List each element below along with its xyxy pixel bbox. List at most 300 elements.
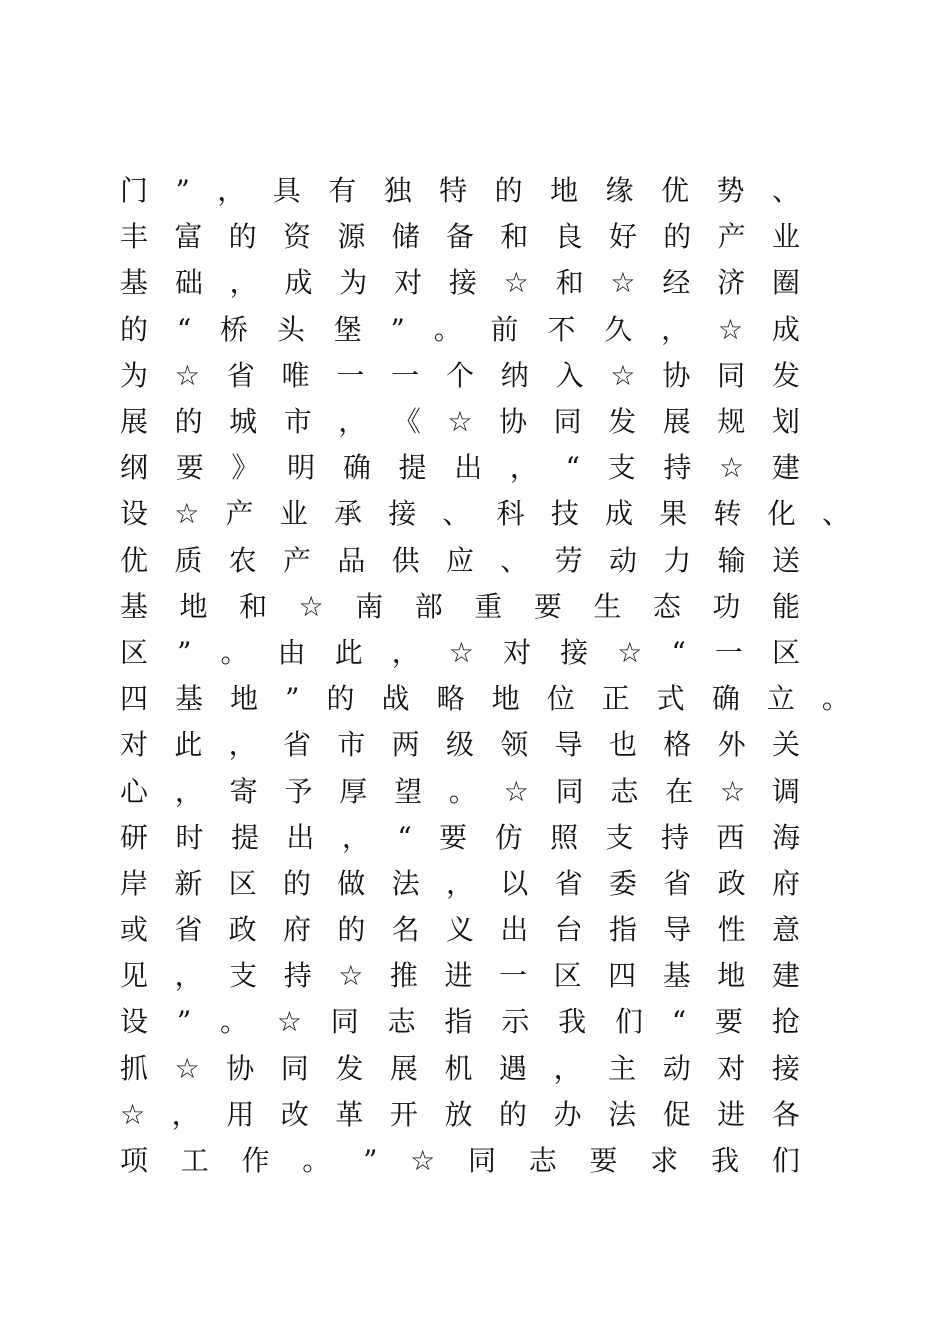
text-char: 对: [717, 1051, 746, 1085]
text-char: 久: [604, 312, 633, 346]
text-char: 开: [389, 1097, 418, 1131]
text-line: [120, 1092, 800, 1138]
text-char: 法: [608, 1097, 637, 1131]
text-char: 业: [771, 220, 800, 254]
text-char: 动: [608, 543, 637, 577]
text-char: 的: [174, 405, 203, 439]
text-char: 《: [392, 405, 421, 439]
text-char: 济: [717, 266, 746, 300]
text-char: 意: [771, 913, 800, 947]
text-char: 科: [496, 497, 525, 531]
text-char: 支: [605, 820, 634, 854]
text-line: [120, 1046, 800, 1092]
text-char: 同: [330, 1005, 359, 1039]
text-char: 出: [286, 820, 315, 854]
text-char: ，: [338, 405, 367, 439]
text-char: 一: [499, 959, 528, 993]
text-char: ，: [174, 774, 203, 808]
text-char: 要: [533, 589, 562, 623]
text-char: 区: [120, 635, 149, 669]
text-char: 的: [282, 866, 311, 900]
text-line: [120, 538, 800, 584]
text-char: 规: [717, 405, 746, 439]
text-char: 展: [389, 1051, 418, 1085]
text-char: 立: [766, 682, 795, 716]
text-char: 劳: [554, 543, 583, 577]
text-char: 做: [337, 866, 366, 900]
text-char: 的: [494, 174, 523, 208]
text-char: 纳: [500, 358, 529, 392]
text-char: 两: [391, 728, 420, 762]
text-char: 同: [555, 774, 584, 808]
text-char: 抓: [120, 1051, 149, 1085]
text-char: 同: [280, 1051, 309, 1085]
text-char: 的: [120, 312, 149, 346]
text-char: 应: [445, 543, 474, 577]
text-char: 同: [553, 405, 582, 439]
text-char: 志: [610, 774, 639, 808]
text-char: 成: [284, 266, 313, 300]
text-char: ☆: [338, 959, 364, 993]
text-char: 重: [474, 589, 503, 623]
text-char: 岸: [120, 866, 149, 900]
text-char: ☆: [617, 635, 643, 669]
text-char: 提: [398, 451, 427, 485]
text-char: 法: [391, 866, 420, 900]
text-char: 此: [174, 728, 203, 762]
text-char: 桥: [220, 312, 249, 346]
text-char: ”: [363, 1144, 378, 1178]
text-char: 志: [528, 1144, 557, 1178]
text-char: 头: [276, 312, 305, 346]
text-char: 西: [716, 820, 745, 854]
text-char: “: [565, 451, 580, 485]
text-char: 发: [608, 405, 637, 439]
text-char: 基: [120, 589, 149, 623]
text-char: 省: [282, 728, 311, 762]
text-char: 我: [558, 1005, 587, 1039]
text-char: 送: [771, 543, 800, 577]
text-char: 产: [717, 220, 746, 254]
text-char: 动: [662, 1051, 691, 1085]
text-char: ”: [177, 635, 192, 669]
text-char: 也: [608, 728, 637, 762]
text-char: 作: [241, 1144, 270, 1178]
text-char: ☆: [410, 1144, 436, 1178]
text-char: 心: [120, 774, 149, 808]
text-char: 。: [220, 1005, 249, 1039]
text-char: 对: [503, 635, 532, 669]
text-char: ，: [217, 174, 246, 208]
text-char: 遇: [499, 1051, 528, 1085]
text-char: 质: [174, 543, 203, 577]
text-char: “: [671, 635, 686, 669]
text-char: 划: [771, 405, 800, 439]
text-char: 寄: [229, 774, 258, 808]
text-char: 同: [468, 1144, 497, 1178]
text-char: 进: [717, 1097, 746, 1131]
text-char: 予: [284, 774, 313, 808]
text-char: ☆: [610, 266, 636, 300]
text-char: ☆: [717, 312, 744, 346]
text-char: 支: [607, 451, 636, 485]
text-char: 展: [662, 405, 691, 439]
body-text: [120, 168, 850, 1184]
text-char: 源: [337, 220, 366, 254]
text-char: ，: [445, 866, 474, 900]
text-char: 资: [282, 220, 311, 254]
text-line: [120, 768, 800, 814]
text-char: 由: [277, 635, 306, 669]
text-char: 此: [334, 635, 363, 669]
text-line: [120, 260, 800, 306]
text-char: 。: [448, 774, 477, 808]
text-line: [120, 353, 800, 399]
text-char: 输: [717, 543, 746, 577]
text-char: 海: [771, 820, 800, 854]
text-char: 政: [228, 913, 257, 947]
text-char: 指: [444, 1005, 473, 1039]
text-char: 外: [717, 728, 746, 762]
text-char: 、: [771, 174, 800, 208]
text-char: 或: [120, 913, 149, 947]
text-char: ，: [171, 1097, 200, 1131]
text-char: 指: [608, 913, 637, 947]
text-char: ☆: [174, 1051, 200, 1085]
text-char: 设: [120, 497, 149, 531]
text-char: 、: [500, 543, 529, 577]
text-char: 求: [650, 1144, 679, 1178]
text-char: 为: [120, 358, 149, 392]
text-char: ☆: [503, 774, 529, 808]
text-line: [120, 307, 800, 353]
text-char: ，: [229, 266, 258, 300]
text-char: 不: [547, 312, 576, 346]
text-char: 放: [444, 1097, 473, 1131]
text-char: 位: [546, 682, 575, 716]
text-char: 关: [771, 728, 800, 762]
text-char: 持: [661, 820, 690, 854]
text-char: 台: [554, 913, 583, 947]
text-char: 格: [663, 728, 692, 762]
text-line: [120, 999, 800, 1045]
text-char: 协: [662, 358, 691, 392]
text-char: 出: [500, 913, 529, 947]
text-char: 一: [336, 358, 365, 392]
text-char: 果: [659, 497, 688, 531]
text-char: 接: [448, 266, 477, 300]
text-char: 的: [337, 913, 366, 947]
text-char: 好: [608, 220, 637, 254]
text-char: 农: [228, 543, 257, 577]
text-char: 能: [771, 589, 800, 623]
text-char: ”: [390, 312, 405, 346]
text-char: 照: [550, 820, 579, 854]
text-char: 和: [555, 266, 584, 300]
text-char: 正: [601, 682, 630, 716]
text-char: 。: [302, 1144, 331, 1178]
text-line: [120, 584, 800, 630]
text-char: 力: [663, 543, 692, 577]
text-char: 部: [414, 589, 443, 623]
text-char: 同: [717, 358, 746, 392]
text-char: “: [397, 820, 412, 854]
text-char: 具: [272, 174, 301, 208]
text-char: 供: [391, 543, 420, 577]
text-char: 圈: [771, 266, 800, 300]
text-char: ☆: [120, 1097, 146, 1131]
text-char: 省: [174, 913, 203, 947]
text-char: 见: [120, 959, 149, 993]
text-char: 转: [713, 497, 742, 531]
text-char: 四: [120, 682, 149, 716]
text-line: [120, 722, 800, 768]
text-char: ”: [285, 682, 300, 716]
text-char: 、: [821, 497, 850, 531]
text-char: 。: [433, 312, 462, 346]
text-char: 功: [712, 589, 741, 623]
text-char: 机: [444, 1051, 473, 1085]
text-char: 市: [337, 728, 366, 762]
text-char: 一: [391, 358, 420, 392]
text-char: 南: [355, 589, 384, 623]
text-char: 基: [662, 959, 691, 993]
text-char: 导: [663, 913, 692, 947]
text-char: 市: [283, 405, 312, 439]
text-char: 入: [555, 358, 584, 392]
text-char: 省: [663, 866, 692, 900]
text-char: 各: [771, 1097, 800, 1131]
text-char: 个: [445, 358, 474, 392]
text-char: 志: [387, 1005, 416, 1039]
text-char: 》: [231, 451, 260, 485]
text-char: 地: [230, 682, 259, 716]
text-char: 四: [608, 959, 637, 993]
text-char: 要: [589, 1144, 618, 1178]
text-char: 要: [439, 820, 468, 854]
text-char: 优: [661, 174, 690, 208]
text-char: 委: [608, 866, 637, 900]
text-char: 生: [593, 589, 622, 623]
text-char: 富: [174, 220, 203, 254]
text-char: 接: [388, 497, 417, 531]
text-char: 品: [337, 543, 366, 577]
text-char: ☆: [447, 405, 473, 439]
text-char: 的: [326, 682, 355, 716]
text-char: 唯: [281, 358, 310, 392]
text-char: 办: [553, 1097, 582, 1131]
text-char: 建: [771, 451, 800, 485]
text-char: 城: [229, 405, 258, 439]
text-char: 区: [553, 959, 582, 993]
text-char: ☆: [503, 266, 529, 300]
text-char: 主: [608, 1051, 637, 1085]
text-char: ☆: [174, 358, 200, 392]
text-char: 特: [439, 174, 468, 208]
text-char: 发: [335, 1051, 364, 1085]
text-char: ，: [661, 312, 690, 346]
text-char: 要: [175, 451, 204, 485]
text-char: 堡: [333, 312, 362, 346]
text-char: 区: [771, 635, 800, 669]
text-char: 战: [381, 682, 410, 716]
text-char: 技: [550, 497, 579, 531]
text-char: 业: [279, 497, 308, 531]
text-char: 。: [220, 635, 249, 669]
text-char: ”: [175, 174, 190, 208]
text-char: 府: [282, 913, 311, 947]
text-char: 丰: [120, 220, 149, 254]
text-char: 地: [179, 589, 208, 623]
text-char: 设: [120, 1005, 149, 1039]
text-char: 名: [391, 913, 420, 947]
text-char: 厚: [339, 774, 368, 808]
text-char: 纲: [120, 451, 149, 485]
text-char: 化: [767, 497, 796, 531]
text-char: 态: [652, 589, 681, 623]
text-char: 明: [287, 451, 316, 485]
text-char: ☆: [298, 589, 324, 623]
text-char: 略: [436, 682, 465, 716]
text-char: 领: [500, 728, 529, 762]
text-char: ，: [509, 451, 538, 485]
text-line: [120, 907, 800, 953]
text-char: 建: [771, 959, 800, 993]
text-char: 为: [339, 266, 368, 300]
text-char: 义: [445, 913, 474, 947]
text-char: 在: [665, 774, 694, 808]
text-char: ，: [553, 1051, 582, 1085]
text-char: 新: [174, 866, 203, 900]
text-char: 持: [663, 451, 692, 485]
text-line: [120, 861, 800, 907]
text-char: 府: [771, 866, 800, 900]
text-char: 持: [283, 959, 312, 993]
text-char: 项: [120, 1144, 149, 1178]
text-char: 和: [500, 220, 529, 254]
text-line: [120, 214, 800, 260]
text-char: ☆: [719, 451, 745, 485]
text-char: 承: [333, 497, 362, 531]
text-char: 调: [771, 774, 800, 808]
text-char: 势: [716, 174, 745, 208]
text-char: “: [671, 1005, 687, 1039]
text-line: [120, 491, 850, 537]
text-char: 、: [442, 497, 471, 531]
text-char: 我: [711, 1144, 740, 1178]
text-char: ，: [341, 820, 370, 854]
text-char: 对: [394, 266, 423, 300]
text-char: ，: [174, 959, 203, 993]
text-line: [120, 168, 800, 214]
text-char: ，: [228, 728, 257, 762]
text-char: 础: [174, 266, 203, 300]
text-char: 前: [490, 312, 519, 346]
text-char: 进: [444, 959, 473, 993]
text-char: 政: [717, 866, 746, 900]
text-char: 研: [120, 820, 149, 854]
text-line: [120, 445, 800, 491]
text-char: 缘: [605, 174, 634, 208]
text-char: 有: [328, 174, 357, 208]
text-char: 要: [715, 1005, 744, 1039]
text-char: 协: [499, 405, 528, 439]
text-char: 以: [500, 866, 529, 900]
text-char: 提: [230, 820, 259, 854]
text-char: 一: [714, 635, 743, 669]
text-char: 产: [225, 497, 254, 531]
text-line: [120, 630, 800, 676]
text-char: ，: [391, 635, 420, 669]
text-char: 省: [554, 866, 583, 900]
text-char: 优: [120, 543, 149, 577]
text-char: 导: [554, 728, 583, 762]
text-char: 推: [389, 959, 418, 993]
text-line: [120, 953, 800, 999]
text-char: “: [176, 312, 192, 346]
text-char: 的: [663, 220, 692, 254]
text-char: 门: [120, 174, 149, 208]
text-line: [120, 1138, 800, 1184]
text-char: 式: [656, 682, 685, 716]
text-char: 仿: [494, 820, 523, 854]
text-char: ☆: [174, 497, 200, 531]
text-char: 望: [394, 774, 423, 808]
text-char: 对: [120, 728, 149, 762]
text-char: 的: [499, 1097, 528, 1131]
text-char: 展: [120, 405, 149, 439]
text-char: 级: [445, 728, 474, 762]
text-char: ☆: [448, 635, 474, 669]
text-char: 性: [717, 913, 746, 947]
text-char: ☆: [610, 358, 636, 392]
text-line: [120, 399, 800, 445]
text-char: ☆: [720, 774, 746, 808]
text-char: 革: [335, 1097, 364, 1131]
text-char: 成: [771, 312, 800, 346]
text-char: 省: [226, 358, 255, 392]
text-char: ”: [176, 1005, 192, 1039]
text-char: 区: [228, 866, 257, 900]
text-char: 经: [662, 266, 691, 300]
text-line: [120, 815, 800, 861]
text-char: 抢: [771, 1005, 800, 1039]
text-char: 确: [711, 682, 740, 716]
text-char: 们: [771, 1144, 800, 1178]
text-char: 改: [280, 1097, 309, 1131]
text-char: 地: [717, 959, 746, 993]
text-char: 示: [501, 1005, 530, 1039]
text-char: 接: [560, 635, 589, 669]
text-char: 促: [662, 1097, 691, 1131]
text-char: 储: [391, 220, 420, 254]
text-char: 协: [226, 1051, 255, 1085]
text-char: 良: [554, 220, 583, 254]
text-char: ☆: [276, 1005, 302, 1039]
text-char: 用: [226, 1097, 255, 1131]
text-char: 备: [445, 220, 474, 254]
text-char: 独: [383, 174, 412, 208]
text-char: 出: [454, 451, 483, 485]
text-char: 工: [180, 1144, 209, 1178]
text-char: 地: [491, 682, 520, 716]
text-line: [120, 676, 850, 722]
text-char: 时: [175, 820, 204, 854]
text-char: 们: [615, 1005, 644, 1039]
text-char: 。: [821, 682, 850, 716]
text-char: 支: [229, 959, 258, 993]
text-char: 的: [228, 220, 257, 254]
